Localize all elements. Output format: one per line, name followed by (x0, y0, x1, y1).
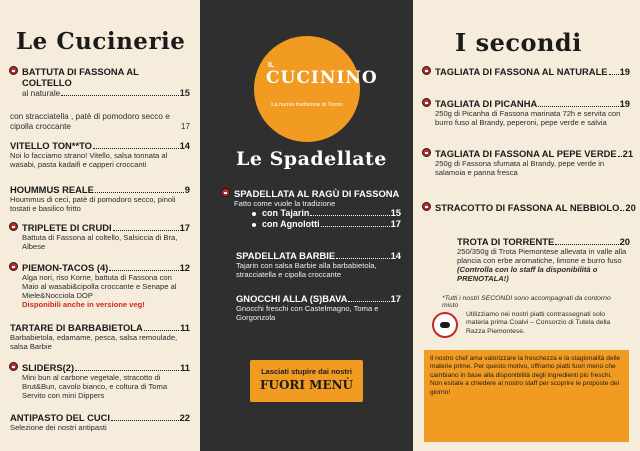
coalvi-badge-icon (422, 66, 431, 75)
fuori-menu-banner: Lasciati stupire dai nostri FUORI MENÙ (250, 360, 363, 402)
secondi-footnote: *Tutti i nostri SECONDI sono accompagnati da contorno misto (442, 295, 611, 309)
bullet-icon (252, 223, 256, 227)
spadellate-title: Le Spadellate (236, 148, 387, 170)
menu-item-tagliata-pepe: TAGLIATA DI FASSONA AL PEPE VERDE 21 250g di Fassona sfumata al Brandy, pepe verde in salamoia e panna fresca (423, 148, 630, 177)
cucinino-logo: IL CUCININO La nuova tradizione di Torino (254, 36, 360, 142)
coalvi-info: Utilizziamo nei nostri piatti contrassegnati solo materia prima Coalvi – Consorzio di Tutela della Razza Piemontese. (424, 308, 629, 342)
coalvi-badge-icon (422, 98, 431, 107)
coalvi-badge-icon (9, 66, 18, 75)
menu-item-antipasto: ANTIPASTO DEL CUCI 22 Selezione dei nostri antipasti (10, 412, 190, 432)
left-panel (0, 0, 200, 451)
menu-item-trota: TROTA DI TORRENTE 20 250/350g di Trota Piemontese allevata in valle alla plancia con erbe aromatiche, limone e burro fuso (Controlla con lo staff la disponibilità o PRENOTALA!) (457, 236, 630, 283)
menu-item-battuta: BATTUTA DI FASSONA AL COLTELLO al naturale 15 (10, 66, 190, 99)
menu-item-tartare: TARTARE DI BARBABIETOLA 11 Barbabietola, edamame, pesca, salsa remoulade, salsa Barbie (10, 322, 190, 351)
coalvi-badge-icon (422, 148, 431, 157)
coalvi-badge-icon (221, 188, 230, 197)
bullet-icon (252, 212, 256, 216)
menu-item-vitello: VITELLO TON**TO 14 Noi lo facciamo strano! Vitello, salsa tonnata al wasabi, pasta kadaifi e capperi croccanti (10, 140, 190, 169)
menu-item-gnocchi: GNOCCHI ALLA (S)BAVA 17 Gnocchi freschi con Castelmagno, Toma e Gorgonzola (236, 293, 401, 322)
menu-item-tagliata-naturale: TAGLIATA DI FASSONA AL NATURALE 19 (423, 66, 630, 77)
menu-item-hoummus: HOUMMUS REALE 9 Hoummus di ceci, patè di pomodoro secco, pinoli tostati e basilico fritto (10, 184, 190, 213)
coalvi-badge-icon (9, 262, 18, 271)
menu-item-stracotto: STRACOTTO DI FASSONA AL NEBBIOLO 20 (423, 202, 630, 213)
fuori-menu-info-box: Il nostro chef ama valorizzare la freschezza e la stagionalità delle materie prime. Per questo motivo, offriamo piatti fuori menù che cambiano in base alla disponibilità degli ingredienti più freschi. Non esitate a chiedere al nostro staff per scoprire le proposte del giorno! (424, 350, 629, 442)
middle-panel (200, 0, 413, 451)
menu-item-battuta-extra: con stracciatella , patè di pomodoro secco e cipolla croccante 17 (10, 112, 190, 131)
coalvi-badge-icon (9, 222, 18, 231)
menu-item-piemon-tacos: PIEMON-TACOS (4) 12 Alga nori, riso Korne, battuta di Fassona con Maio al wasabi&cipolla croccante e Senape al Miele&Nocciola DOP Disponibili anche in versione veg! (10, 262, 190, 309)
menu-item-spadellata-barbie: SPADELLATA BARBIE 14 Tajarin con salsa Barbie alla barbabietola, stracciatella e cipolla croccante (236, 250, 401, 279)
menu-item-sliders: SLIDERS(2) 11 Mini bun al carbone vegetale, stracotto di Brut&Bun, cavolo bianco, e coltura di Toma Servito con mini Dippers (10, 362, 190, 400)
coalvi-seal-icon (432, 312, 458, 338)
menu-item-spadellata-ragu: SPADELLATA AL RAGÙ DI FASSONA Fatto come vuole la tradizione con Tajarin 15 con Agnolotti 17 (222, 188, 401, 229)
cucinerie-title: Le Cucinerie (16, 28, 186, 55)
coalvi-badge-icon (422, 202, 431, 211)
coalvi-badge-icon (9, 362, 18, 371)
secondi-title: I secondi (455, 28, 582, 57)
menu-item-triplete: TRIPLETE DI CRUDI 17 Battuta di Fassona al coltello, Salsiccia di Bra, Albese (10, 222, 190, 251)
menu-item-tagliata-picanha: TAGLIATA DI PICANHA 19 250g di Picanha di Fassona marinata 72h e servita con burro fuso al Brandy, peperoni, pepe verde e salvia (423, 98, 630, 127)
